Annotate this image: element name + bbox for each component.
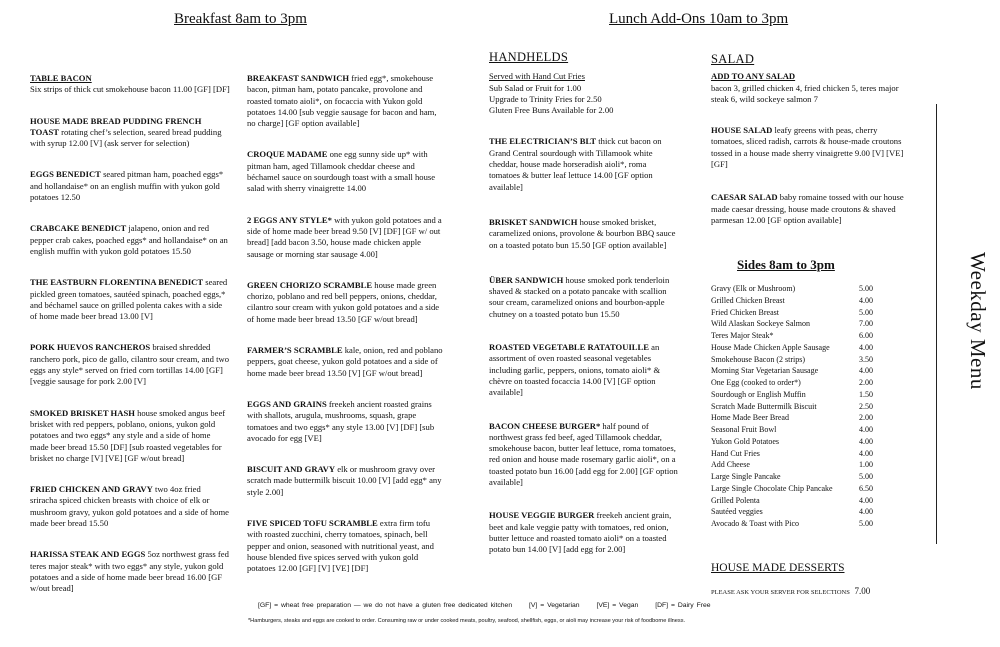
side-price: 4.00 <box>859 366 873 376</box>
item-desc: one egg sunny side up* with pitman ham, aged Tillamook cheddar cheese and béchamel sauce on sourdough toast with a small house salad with sherry vinaigrette 14.00 <box>247 149 436 194</box>
item-desc: baby romaine tossed with our house made caesar dressing, house made croutons & shaved parmesan 12.00 [GF option available] <box>711 192 904 225</box>
handhelds-option: Upgrade to Trinity Fries for 2.50 <box>489 93 602 104</box>
menu-item <box>711 192 906 226</box>
food-safety-disclaimer: *Hamburgers, steaks and eggs are cooked to order. Consuming raw or under cooked meats, poultry, seafood, shellfish, eggs, or aioli may increase your risk of foodborne illness. <box>248 618 686 624</box>
side-item <box>711 424 873 436</box>
item-name: HOUSE VEGGIE BURGER <box>489 510 595 521</box>
menu-item <box>711 125 906 170</box>
menu-item <box>247 518 447 574</box>
desserts-note-line <box>711 586 870 596</box>
item-name: ÜBER SANDWICH <box>489 274 564 285</box>
side-price: 4.00 <box>859 507 873 517</box>
side-name: Add Cheese <box>711 460 750 470</box>
item-name: CROQUE MADAME <box>247 149 328 160</box>
salad-section <box>711 54 906 226</box>
side-item <box>711 483 873 495</box>
item-desc: leafy greens with peas, cherry tomatoes, sliced radish, carrots & house-made croutons tossed in a house made sherry vinaigrette 9.00 [V] [VE] [GF] <box>711 125 904 170</box>
item-name: FARMER’S SCRAMBLE <box>247 345 343 356</box>
side-price: 4.00 <box>859 295 873 305</box>
side-item <box>711 354 873 366</box>
side-price: 4.00 <box>859 495 873 505</box>
item-name: FIVE SPICED TOFU SCRAMBLE <box>247 518 378 529</box>
side-item <box>711 448 873 460</box>
side-name: Avocado & Toast with Pico <box>711 519 800 528</box>
weekday-menu-title: Weekday Menu <box>966 252 990 390</box>
side-item <box>711 307 873 319</box>
sides-list <box>711 283 873 530</box>
side-name: Morning Star Vegetarian Sausage <box>711 366 819 376</box>
side-item <box>711 342 873 354</box>
side-item <box>711 495 873 507</box>
salad-title: SALAD <box>711 52 755 66</box>
handhelds-option: Sub Salad or Fruit for 1.00 <box>489 82 582 93</box>
handhelds-served-with: Served with Hand Cut Fries <box>489 71 585 82</box>
item-desc: freekeh ancient grain, beet and kale veggie patty with tomatoes, red onion, butter lettuce and roasted tomato aioli* on a toasted potato bun 14.00 [V] [add egg for 2.00] <box>489 510 672 555</box>
sides-title: Sides 8am to 3pm <box>737 257 835 272</box>
breakfast-column-2 <box>247 73 447 575</box>
item-name: BREAKFAST SANDWICH <box>247 73 350 83</box>
side-price: 5.00 <box>859 519 873 528</box>
item-desc: kale, onion, red and poblano peppers, goat cheese, yukon gold potatoes and a side of home made beer bread 13.50 [V] [GF w/out bread] <box>247 345 443 378</box>
item-name: THE EASTBURN FLORENTINA BENEDICT <box>30 277 204 288</box>
side-name: Home Made Beer Bread <box>711 413 789 423</box>
item-name: BACON CHEESE BURGER* <box>489 420 601 431</box>
menu-item <box>489 342 679 398</box>
menu-item <box>30 116 230 150</box>
side-price: 4.00 <box>859 342 873 352</box>
salad-add-ons <box>711 71 906 105</box>
side-name: Seasonal Fruit Bowl <box>711 425 777 434</box>
breakfast-heading: Breakfast 8am to 3pm <box>174 11 307 27</box>
desserts-note: PLEASE ASK YOUR SERVER FOR SELECTIONS <box>711 589 850 596</box>
item-name: PORK HUEVOS RANCHEROS <box>30 342 151 353</box>
menu-item <box>489 510 679 555</box>
side-item <box>711 283 873 295</box>
item-name: EGGS AND GRAINS <box>247 398 327 409</box>
item-name: ROASTED VEGETABLE RATATOUILLE <box>489 342 649 353</box>
lunch-heading: Lunch Add-Ons 10am to 3pm <box>609 11 789 27</box>
side-name: Wild Alaskan Sockeye Salmon <box>711 319 810 329</box>
side-price: 1.50 <box>859 389 873 399</box>
side-name: Smokehouse Bacon (2 strips) <box>711 354 805 364</box>
side-item <box>711 377 873 389</box>
item-desc: elk or mushroom gravy over scratch made buttermilk biscuit 10.00 [V] [add egg* any style 2.00] <box>247 464 442 497</box>
item-desc: 5oz northwest grass fed teres major steak* with two eggs* any style, yukon gold potatoes and a side of home made beer bread 16.00 [GF w/out bread] <box>30 549 229 594</box>
side-item <box>711 506 873 518</box>
item-desc: house smoked brisket, caramelized onions, provolone & bourbon BBQ sauce on a toasted potato bun 15.50 [GF option available] <box>489 216 676 250</box>
vertical-divider <box>936 104 937 544</box>
side-name: Large Single Chocolate Chip Pancake <box>711 483 833 493</box>
side-price: 7.00 <box>859 319 873 329</box>
item-desc: house smoked angus beef brisket with red peppers, poblano, onions, yukon gold potatoes and two eggs* any style and a side of home made beer bread 15.50 [DF] [sub roasted vegetables for brisket no charge [V] [VE] [GF w/out bread] <box>30 407 226 463</box>
item-name: HARISSA STEAK AND EGGS <box>30 549 146 560</box>
side-name: Sourdough or English Muffin <box>711 389 806 399</box>
legend-gf: [GF] = wheat free preparation — we do not have a gluten free dedicated kitchen <box>258 602 513 609</box>
side-item <box>711 389 873 401</box>
item-name: CRABCAKE BENEDICT <box>30 223 127 234</box>
side-name: Grilled Chicken Breast <box>711 295 785 305</box>
side-item <box>711 518 873 530</box>
side-price: 2.00 <box>859 378 873 387</box>
side-item <box>711 318 873 330</box>
side-item <box>711 365 873 377</box>
menu-item <box>489 275 679 320</box>
side-item <box>711 401 873 413</box>
menu-item <box>247 399 447 444</box>
item-name: FRIED CHICKEN AND GRAVY <box>30 484 153 495</box>
item-desc: house made green chorizo, poblano and red bell peppers, onions, cheddar, cilantro sour cream with yukon gold potatoes and a side of home made beer bread 13.50 [GF w/out bread] <box>247 279 440 324</box>
menu-item <box>247 149 447 194</box>
desserts-title: HOUSE MADE DESSERTS <box>711 562 845 574</box>
item-desc: with yukon gold potatoes and a side of home made beer bread 9.50 [V] [DF] [GF w/ out bread] [add bacon 3.50, house made chicken apple sausage or morning star sausage 4.00] <box>247 214 442 259</box>
item-name: 2 EGGS ANY STYLE* <box>247 214 332 225</box>
side-name: One Egg (cooked to order*) <box>711 378 801 387</box>
side-name: Grilled Polenta <box>711 495 760 505</box>
item-desc: rotating chef’s selection, seared bread pudding with syrup 12.00 [V] (ask server for selection) <box>30 126 222 149</box>
handhelds-option: Gluten Free Buns Available for 2.00 <box>489 105 614 116</box>
item-name: EGGS BENEDICT <box>30 169 101 180</box>
menu-item <box>247 215 447 260</box>
side-name: Fried Chicken Breast <box>711 307 779 317</box>
item-desc: seared pitman ham, poached eggs* and hollandaise* on an english muffin with yukon gold potatoes 12.50 <box>30 169 224 203</box>
breakfast-column-1 <box>30 73 230 595</box>
legend-ve: [VE] = Vegan <box>596 602 639 609</box>
handhelds-section <box>489 52 679 556</box>
side-item <box>711 436 873 448</box>
side-item <box>711 412 873 424</box>
side-price: 5.00 <box>859 307 873 317</box>
side-item <box>711 295 873 307</box>
item-name: HOUSE SALAD <box>711 125 773 136</box>
item-name: ADD TO ANY SALAD <box>711 71 796 82</box>
menu-item <box>30 549 230 594</box>
side-price: 2.50 <box>859 401 873 411</box>
side-price: 3.50 <box>859 354 873 364</box>
menu-item <box>30 408 230 464</box>
item-name: BRISKET SANDWICH <box>489 216 578 227</box>
side-name: Scratch Made Buttermilk Biscuit <box>711 401 817 411</box>
item-desc: bacon 3, grilled chicken 4, fried chicken 5, teres major steak 6, wild sockeye salmon 7 <box>711 82 899 104</box>
item-desc: fried egg*, smokehouse bacon, pitman ham, potato pancake, provolone and roasted tomato aioli*, on focaccia with Yukon gold potatoes 14.00 [sub veggie sausage for bacon and ham, no charge] [GF option available] <box>247 73 437 129</box>
side-price: 1.00 <box>859 460 873 470</box>
diet-legend <box>258 602 725 609</box>
item-name: GREEN CHORIZO SCRAMBLE <box>247 279 373 290</box>
side-name: House Made Chicken Apple Sausage <box>711 342 830 352</box>
menu-item <box>247 464 447 498</box>
menu-item <box>247 280 447 325</box>
side-price: 5.00 <box>859 472 873 481</box>
item-desc: Six strips of thick cut smokehouse bacon 11.00 [GF] [DF] <box>30 84 230 95</box>
side-item <box>711 471 873 483</box>
menu-item <box>30 484 230 529</box>
item-desc: seared pickled green tomatoes, sautéed spinach, poached eggs,* and béchamel sauce on grilled polenta cakes with a side of home made beer bread 13.00 [V] <box>30 277 228 322</box>
item-name: TABLE BACON <box>30 73 92 83</box>
menu-item <box>30 277 230 322</box>
menu-item <box>489 421 679 489</box>
side-name: Large Single Pancake <box>711 472 781 481</box>
menu-item <box>247 73 447 129</box>
side-name: Hand Cut Fries <box>711 448 760 458</box>
side-price: 4.00 <box>859 436 873 446</box>
menu-item <box>30 223 230 257</box>
legend-v: [V] = Vegetarian <box>529 602 580 609</box>
item-name: HOUSE MADE BREAD PUDDING FRENCH TOAST <box>30 115 202 137</box>
side-name: Gravy (Elk or Mushroom) <box>711 284 796 293</box>
item-desc: extra firm tofu with roasted zucchini, cherry tomatoes, spinach, bell pepper and onion, seasoned with nutritional yeast, and house blended five spices served with yukon gold potatoes 12.00 [GF] [V] [VE] [DF] <box>247 518 434 574</box>
item-desc: two 4oz fried sriracha spiced chicken breasts with choice of elk or mushroom gravy, yukon gold potatoes and a side of home made beer bread 15.50 <box>30 484 229 529</box>
desserts-price: 7.00 <box>854 586 871 596</box>
item-name: CAESAR SALAD <box>711 192 778 203</box>
side-price: 6.00 <box>859 331 873 340</box>
side-price: 5.00 <box>859 284 873 293</box>
menu-item <box>30 169 230 203</box>
menu-item <box>247 345 447 379</box>
side-item <box>711 330 873 342</box>
menu-item <box>30 73 230 96</box>
side-name: Teres Major Steak* <box>711 331 774 340</box>
item-desc: braised shredded ranchero pork, pico de gallo, cilantro sour cream, and two eggs any style* served on fried corn tortillas 14.00 [GF] [veggie sausage for pork 2.00 [V] <box>30 342 230 387</box>
side-price: 4.00 <box>859 425 873 434</box>
menu-item <box>489 136 679 192</box>
item-desc: jalapeno, onion and red pepper crab cakes, poached eggs* and hollandaise* on an english muffin with yukon gold potatoes 15.50 <box>30 223 228 256</box>
handhelds-title: HANDHELDS <box>489 50 569 64</box>
side-price: 6.50 <box>859 483 873 493</box>
item-desc: half pound of northwest grass fed beef, aged Tillamook cheddar, smokehouse bacon, butter leaf lettuce, roma tomatoes, red onion and house made rosemary garlic aioli*, on a toasted potato bun 16.00 [add egg for 2.00] [GF option available] <box>489 420 678 488</box>
item-desc: house smoked pork tenderloin shaved & stacked on a potato pancake with scallion sour cream, caramelized onions and bourbon-apple chutney on a toasted potato bun 15.50 <box>489 274 670 319</box>
menu-item <box>489 217 679 251</box>
side-price: 2.00 <box>859 413 873 423</box>
item-name: SMOKED BRISKET HASH <box>30 407 135 418</box>
item-desc: an assortment of oven roasted seasonal vegetables including garlic, peppers, onions, tomato aioli* & chèvre on toasted focaccia 14.00 [V] [GF option available] <box>489 342 661 398</box>
side-name: Sautéed veggies <box>711 507 763 517</box>
item-name: BISCUIT AND GRAVY <box>247 464 336 475</box>
side-name: Yukon Gold Potatoes <box>711 436 779 446</box>
item-name: THE ELECTRICIAN’S BLT <box>489 136 597 147</box>
side-item <box>711 459 873 471</box>
legend-df: [DF] = Dairy Free <box>655 602 711 609</box>
menu-item <box>30 342 230 387</box>
item-desc: freekeh ancient roasted grains with shallots, arugula, mushrooms, squash, grape tomatoes and two eggs* any style 13.00 [V] [DF] [sub avocado for egg [VE] <box>247 398 435 443</box>
side-price: 4.00 <box>859 448 873 458</box>
item-desc: thick cut bacon on Grand Central sourdough with Tillamook white cheddar, house made horseradish aioli*, roma tomatoes & butter leaf lettuce 14.00 [GF option available] <box>489 136 662 192</box>
